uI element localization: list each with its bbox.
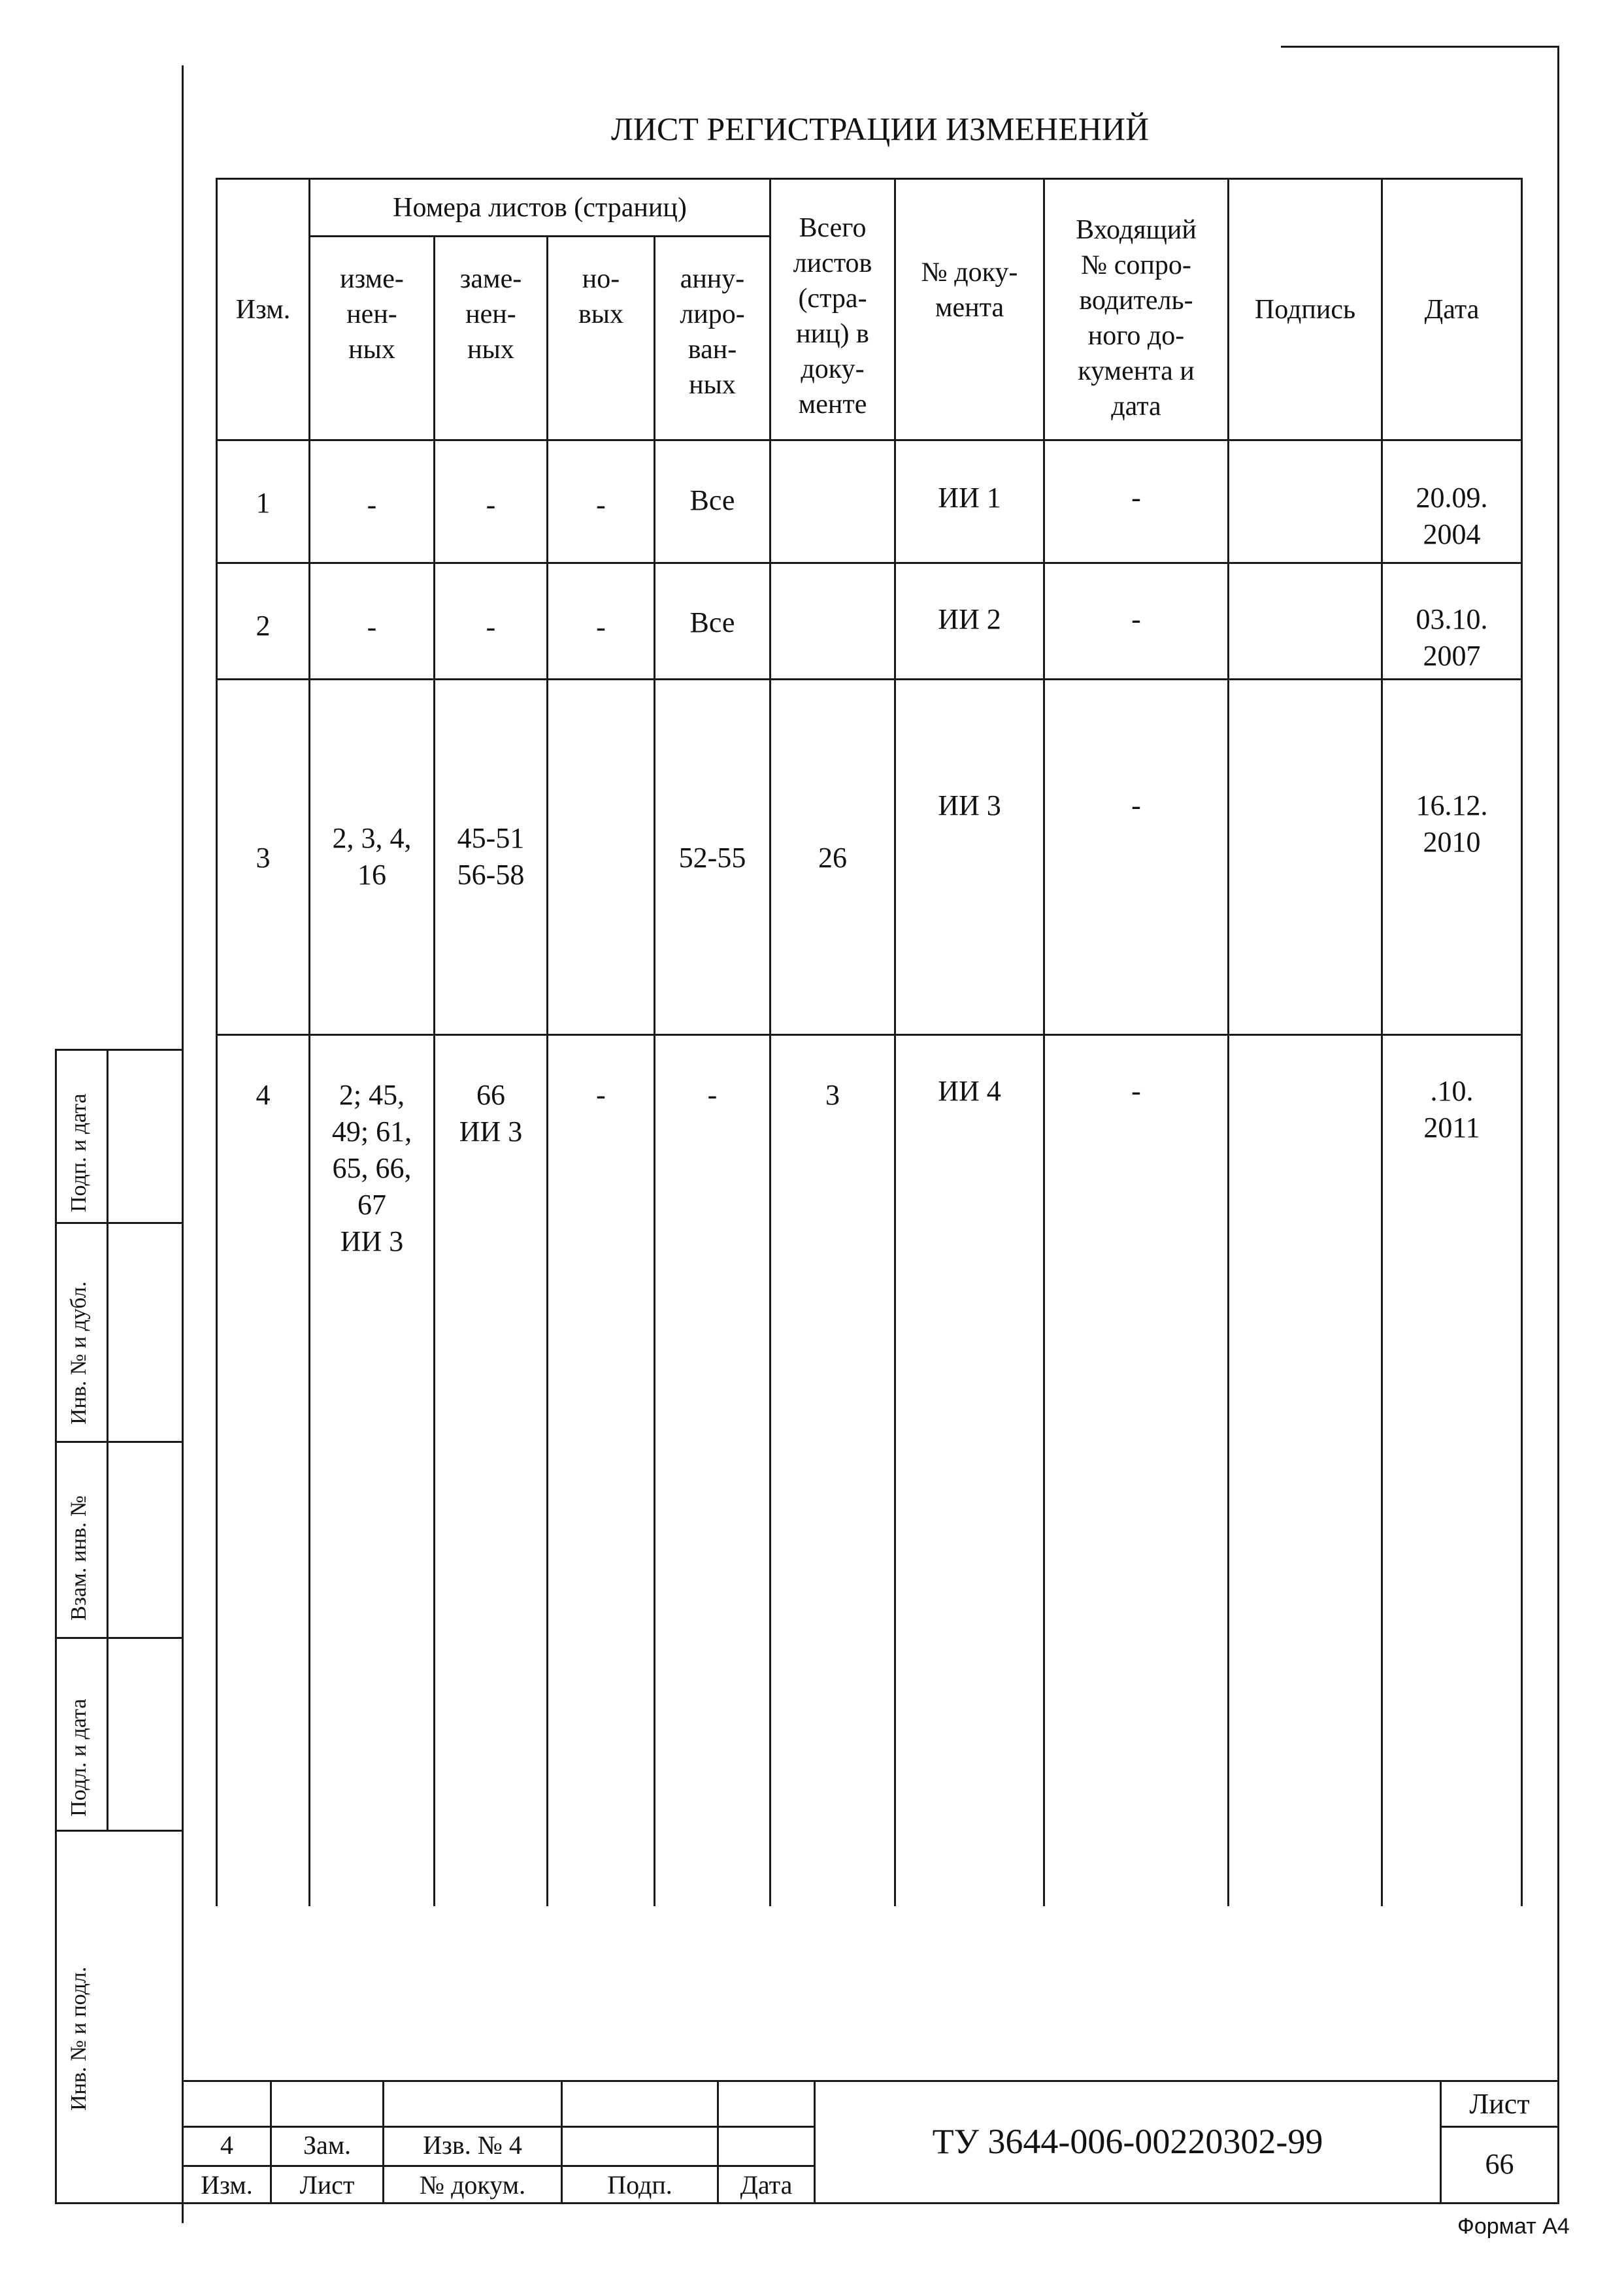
cell-new: - xyxy=(596,611,606,643)
header-annulled: анну- лиро- ван- ных xyxy=(680,264,745,400)
cell-annulled: - xyxy=(707,1079,718,1111)
header-group-sep xyxy=(308,235,769,237)
cell-changed: - xyxy=(367,489,377,521)
cell-izm: 4 xyxy=(256,1079,271,1111)
side-label-podp-data: Подп. и дата xyxy=(67,1093,91,1212)
cell-replaced: 66 ИИ 3 xyxy=(459,1079,523,1148)
stamp-label-izm: Изм. xyxy=(201,2170,253,2200)
side-sep xyxy=(55,1441,183,1443)
header-sheet-numbers: Номера листов (страниц) xyxy=(393,192,687,223)
cell-izm: 2 xyxy=(256,610,271,642)
sheet-label: Лист xyxy=(1469,2088,1530,2120)
cell-annulled: 52-55 xyxy=(678,842,746,874)
cell-annulled: Все xyxy=(689,484,735,516)
cell-date: 03.10. 2007 xyxy=(1416,603,1488,672)
side-sep xyxy=(55,1637,183,1639)
stamp-right-sep xyxy=(1440,2126,1559,2128)
stamp-label-doc: № докум. xyxy=(419,2170,526,2200)
cell-doc-no: ИИ 4 xyxy=(938,1075,1001,1107)
cell-date: 20.09. 2004 xyxy=(1416,482,1488,550)
cell-annulled: Все xyxy=(689,606,735,638)
sheet-number: 66 xyxy=(1485,2148,1514,2180)
header-total: Всего листов (стра- ниц) в доку- менте xyxy=(793,213,872,420)
cell-changed: 2; 45, 49; 61, 65, 66, 67 ИИ 3 xyxy=(331,1079,412,1257)
page-title: ЛИСТ РЕГИСТРАЦИИ ИЗМЕНЕНИЙ xyxy=(611,110,1150,147)
stamp-label-date: Дата xyxy=(740,2170,793,2200)
header-bottom xyxy=(216,439,1523,441)
side-sep xyxy=(55,1049,183,1051)
col-line xyxy=(1521,178,1523,1906)
cell-incoming: - xyxy=(1131,482,1141,514)
cell-replaced: 45-51 56-58 xyxy=(457,822,525,891)
stamp-list-value: Зам. xyxy=(303,2130,352,2160)
header-date: Дата xyxy=(1424,294,1480,325)
cell-replaced: - xyxy=(486,611,496,643)
col-line xyxy=(308,178,310,1906)
cell-replaced: - xyxy=(486,489,496,521)
stamp-izm-value: 4 xyxy=(220,2130,233,2160)
stamp-label-list: Лист xyxy=(299,2170,355,2200)
cell-date: 16.12. 2010 xyxy=(1416,789,1488,858)
cell-doc-no: ИИ 3 xyxy=(938,789,1001,821)
cell-incoming: - xyxy=(1131,603,1141,635)
side-label-vzam-inv: Взам. инв. № xyxy=(67,1495,91,1621)
col-line xyxy=(433,235,435,1906)
header-replaced: заме- нен- ных xyxy=(459,264,522,365)
frame-top-right xyxy=(1281,46,1559,48)
frame-left xyxy=(182,65,184,2223)
cell-total: 26 xyxy=(818,842,847,874)
cell-new: - xyxy=(596,1079,606,1111)
cell-date: .10. 2011 xyxy=(1423,1075,1480,1144)
row-sep-1 xyxy=(216,562,1523,564)
frame-bottom xyxy=(55,2202,1559,2204)
side-sep xyxy=(55,1222,183,1224)
header-new: но- вых xyxy=(578,264,624,329)
col-line xyxy=(894,178,896,1906)
document-designation: ТУ 3644-006-00220302-99 xyxy=(932,2122,1323,2161)
cell-izm: 3 xyxy=(256,842,271,874)
stamp-top xyxy=(182,2080,1559,2082)
header-signature: Подпись xyxy=(1254,294,1356,325)
col-line xyxy=(546,235,548,1906)
header-incoming: Входящий № сопро- водитель- ного до- кумента и дата xyxy=(1076,215,1197,421)
header-doc-no: № доку- мента xyxy=(921,257,1018,323)
cell-incoming: - xyxy=(1131,1075,1141,1107)
frame-right xyxy=(1557,46,1559,2204)
cell-changed: - xyxy=(367,611,377,643)
side-sep xyxy=(55,1830,183,1832)
format-label: Формат А4 xyxy=(1457,2214,1570,2239)
side-label-inv-podl: Инв. № и подл. xyxy=(67,1966,91,2111)
cell-total: 3 xyxy=(825,1079,840,1111)
header-changed: изме- нен- ных xyxy=(340,264,404,365)
cell-changed: 2, 3, 4, 16 xyxy=(332,822,412,891)
side-label-inv-dubl: Инв. № и дубл. xyxy=(67,1281,91,1425)
cell-incoming: - xyxy=(1131,789,1141,821)
cell-doc-no: ИИ 2 xyxy=(938,603,1001,635)
row-sep-3 xyxy=(216,1034,1523,1036)
header-izm: Изм. xyxy=(235,294,291,325)
side-label-podl-data: Подл. и дата xyxy=(67,1698,91,1817)
row-sep-2 xyxy=(216,678,1523,680)
cell-izm: 1 xyxy=(256,487,271,519)
stamp-label-podp: Подп. xyxy=(607,2170,672,2200)
side-strip-inner xyxy=(107,1049,108,1830)
cell-new: - xyxy=(596,489,606,521)
stamp-doc-value: Изв. № 4 xyxy=(423,2130,522,2160)
cell-doc-no: ИИ 1 xyxy=(938,482,1001,514)
